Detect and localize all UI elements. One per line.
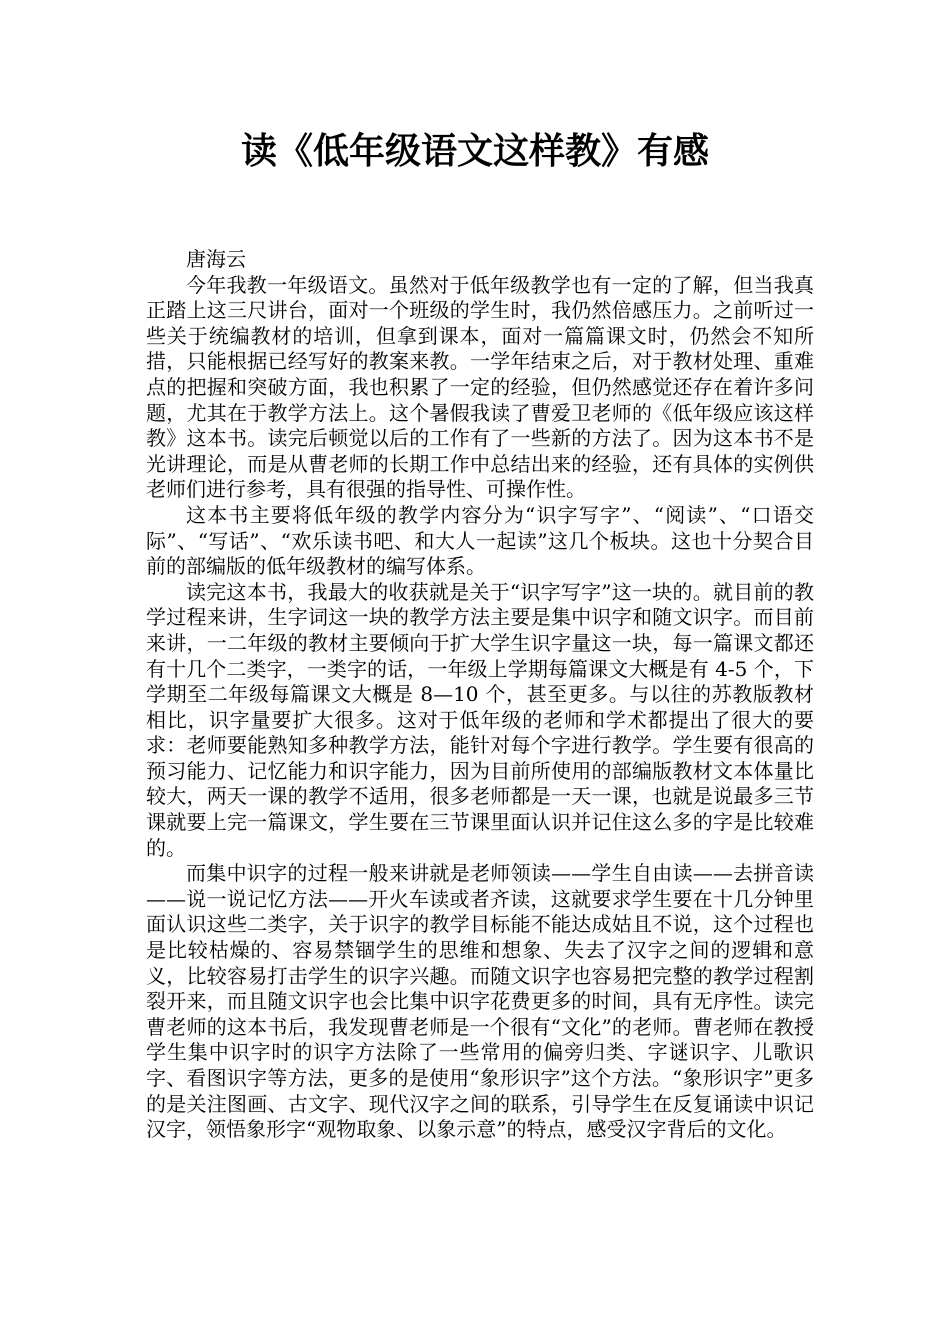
paragraph-2: 这本书主要将低年级的教学内容分为“识字写字”、“阅读”、“口语交际”、“写话”、“欢乐读书吧、和大人一起读”这几个板块。这也十分契合目前的部编版的低年级教材的编写体系。 <box>146 502 814 579</box>
paragraph-4: 而集中识字的过程一般来讲就是老师领读——学生自由读——去拼音读——说一说记忆方法——开火车读或者齐读，这就要求学生要在十几分钟里面认识这些二类字，关于识字的教学目标能不能达成姑且不说，这个过程也是比较枯燥的、容易禁锢学生的思维和想象、失去了汉字之间的逻辑和意义，比较容易打击学生的识字兴趣。而随文识字也容易把完整的教学过程割裂开来，而且随文识字也会比集中识字花费更多的时间，具有无序性。读完曹老师的这本书后，我发现曹老师是一个很有“文化”的老师。曹老师在教授学生集中识字时的识字方法除了一些常用的偏旁归类、字谜识字、儿歌识字、看图识字等方法，更多的是使用“象形识字”这个方法。“象形识字”更多的是关注图画、古文字、现代汉字之间的联系，引导学生在反复诵读中识记汉字，领悟象形字“观物取象、以象示意”的特点，感受汉字背后的文化。 <box>146 861 814 1142</box>
document-title: 读《低年级语文这样教》有感 <box>240 131 709 172</box>
paragraph-1: 今年我教一年级语文。虽然对于低年级教学也有一定的了解，但当我真正踏上这三尺讲台，面对一个班级的学生时，我仍然倍感压力。之前听过一些关于统编教材的培训，但拿到课本，面对一篇篇课文时，仍然会不知所措，只能根据已经写好的教案来教。一学年结束之后，对于教材处理、重难点的把握和突破方面，我也积累了一定的经验，但仍然感觉还存在着许多问题，尤其在于教学方法上。这个暑假我读了曹爱卫老师的《低年级应该这样教》这本书。读完后顿觉以后的工作有了一些新的方法了。因为这本书不是光讲理论，而是从曹老师的长期工作中总结出来的经验，还有具体的实例供老师们进行参考，具有很强的指导性、可操作性。 <box>146 272 814 502</box>
author-line: 唐海云 <box>186 247 246 271</box>
paragraph-3: 读完这本书，我最大的收获就是关于“识字写字”这一块的。就目前的教学过程来讲，生字词这一块的教学方法主要是集中识字和随文识字。而目前来讲，一二年级的教材主要倾向于扩大学生识字量这一块，每一篇课文都还有十几个二类字，一类字的话，一年级上学期每篇课文大概是有 4-5 个，下学期至二年级每篇课文大概是 8—10 个，甚至更多。与以往的苏教版教材相比，识字量要扩大很多。这对于低年级的老师和学术都提出了很大的要求：老师要能熟知多种教学方法，能针对每个字进行教学。学生要有很高的预习能力、记忆能力和识字能力，因为目前所使用的部编版教材文本体量比较大，两天一课的教学不适用，很多老师都是一天一课，也就是说最多三节课就要上完一篇课文，学生要在三节课里面认识并记住这么多的字是比较难的。 <box>146 579 814 860</box>
document-body <box>146 247 814 1143</box>
